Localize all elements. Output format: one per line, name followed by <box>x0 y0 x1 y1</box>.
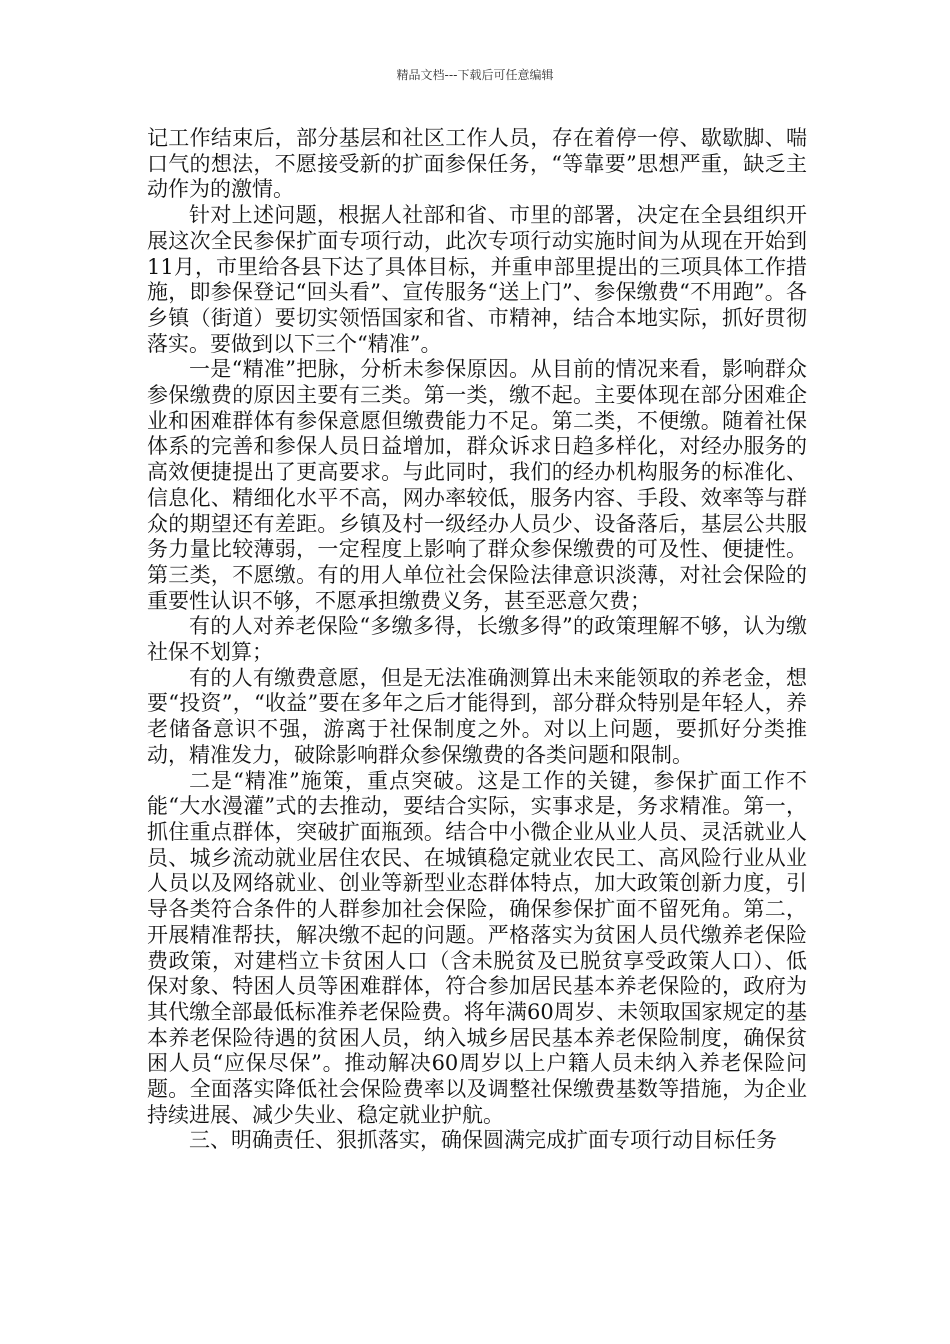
paragraph-point-two: 二是“精准”施策，重点突破。这是工作的关键，参保扩面工作不能“大水漫灌”式的去推动，要结合实际，实事求是，务求精准。第一，抓住重点群体，突破扩面瓶颈。结合中小微企业从业人员、灵活就业人员、城乡流动就业居住农民、在城镇稳定就业农民工、高风险行业从业人员以及网络就业、创业等新型业态群体特点，加大政策创新力度，引导各类符合条件的人群参加社会保险，确保参保扩面不留死角。第二，开展精准帮扶，解决缴不起的问题。严格落实为贫困人员代缴养老保险费政策，对建档立卡贫困人口（含未脱贫及已脱贫享受政策人口）、低保对象、特困人员等困难群体，符合参加居民基本养老保险的，政府为其代缴全部最低标准养老保险费。将年满60周岁、未领取国家规定的基本养老保险待遇的贫困人员，纳入城乡居民基本养老保险制度，确保贫困人员“应保尽保”。推动解决60周岁以上户籍人员未纳入养老保险问题。全面落实降低社会保险费率以及调整社保缴费基数等措施，为企业持续进展、减少失业、稳定就业护航。 <box>147 768 807 1127</box>
paragraph-context: 针对上述问题，根据人社部和省、市里的部署，决定在全县组织开展这次全民参保扩面专项行动，此次专项行动实施时间为从现在开始到11月，市里给各县下达了具体目标，并重申部里提出的三项具体工作措施，即参保登记“回头看”、宣传服务“送上门”、参保缴费“不用跑”。各乡镇（街道）要切实领悟国家和省、市精神，结合本地实际，抓好贯彻落实。要做到以下三个“精准”。 <box>147 203 807 356</box>
document-body <box>147 126 807 1154</box>
paragraph-pension-willingness: 有的人有缴费意愿，但是无法准确测算出未来能领取的养老金，想要“投资”，“收益”要在多年之后才能得到，部分群众特别是年轻人，养老储备意识不强，游离于社保制度之外。对以上问题，要抓好分类推动，精准发力，破除影响群众参保缴费的各类问题和限制。 <box>147 665 807 767</box>
page-header: 精品文档---下载后可任意编辑 <box>396 68 554 82</box>
paragraph-section-three-heading: 三、明确责任、狠抓落实，确保圆满完成扩面专项行动目标任务 <box>189 1128 777 1153</box>
paragraph-continuation: 记工作结束后，部分基层和社区工作人员，存在着停一停、歇歇脚、喘口气的想法，不愿接受新的扩面参保任务，“等靠要”思想严重，缺乏主动作为的激情。 <box>147 126 807 202</box>
paragraph-pension-understanding: 有的人对养老保险“多缴多得，长缴多得”的政策理解不够，认为缴社保不划算； <box>147 614 807 665</box>
paragraph-point-one: 一是“精准”把脉，分析未参保原因。从目前的情况来看，影响群众参保缴费的原因主要有三类。第一类，缴不起。主要体现在部分困难企业和困难群体有参保意愿但缴费能力不足。第二类，不便缴。随着社保体系的完善和参保人员日益增加，群众诉求日趋多样化，对经办服务的高效便捷提出了更高要求。与此同时，我们的经办机构服务的标准化、信息化、精细化水平不高，网办率较低，服务内容、手段、效率等与群众的期望还有差距。乡镇及村一级经办人员少、设备落后，基层公共服务力量比较薄弱，一定程度上影响了群众参保缴费的可及性、便捷性。第三类，不愿缴。有的用人单位社会保险法律意识淡薄，对社会保险的重要性认识不够，不愿承担缴费义务，甚至恶意欠费； <box>147 357 807 613</box>
